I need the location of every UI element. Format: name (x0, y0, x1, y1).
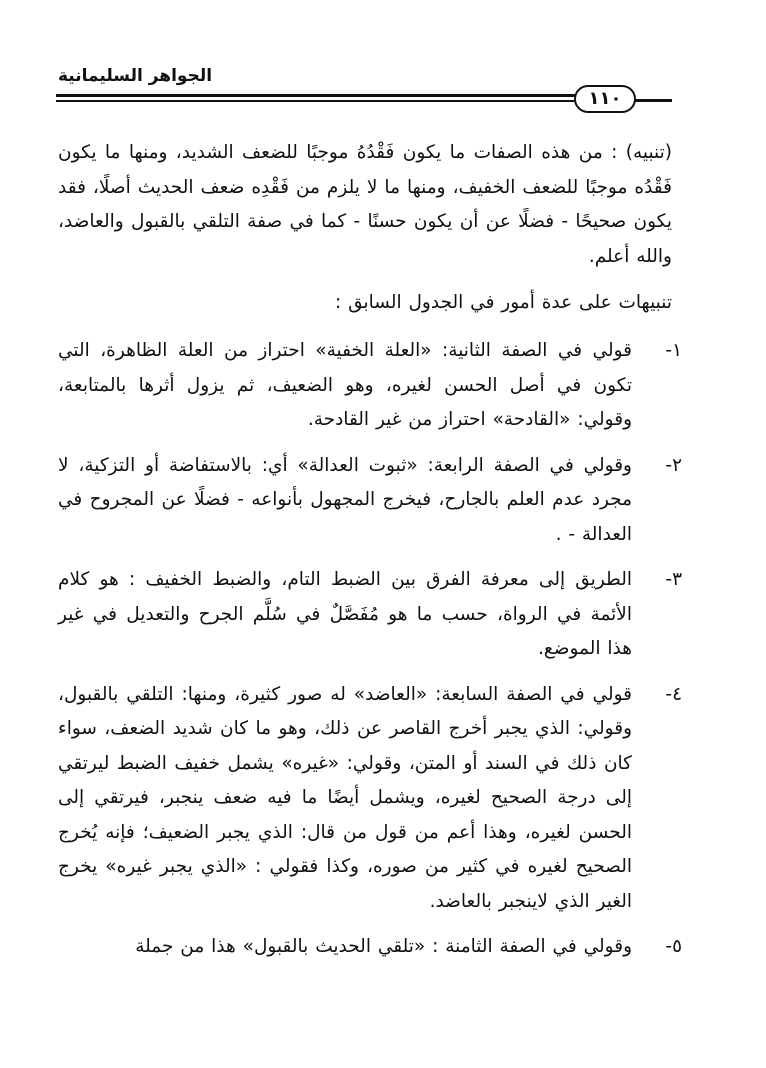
header-rule-thick (56, 94, 576, 97)
header-rule-thin (56, 100, 576, 102)
note-text: الطريق إلى معرفة الفرق بين الضبط التام، والضبط الخفيف : هو كلام الأئمة في الرواة، حسب ما هو مُفَصَّلٌ في سُلَّم الجرح والتعديل في غير هذا الموضع. (58, 569, 632, 659)
note-item-2 (58, 449, 682, 553)
note-item-1 (58, 334, 682, 438)
note-number: ١- (665, 340, 682, 361)
note-number: ٢- (665, 454, 682, 476)
header-rule-tail (634, 99, 672, 102)
notes-list (58, 334, 682, 976)
notes-heading: تنبيهات على عدة أمور في الجدول السابق : (334, 292, 672, 313)
note-text: قولي في الصفة السابعة: «العاضد» له صور كثيرة، ومنها: التلقي بالقبول، وقولي: الذي يجبر أخرج القاصر عن ذلك، وهو ما كان شديد الضعف، سواء كان ذلك في السند أو المتن، وقولي: «غيره» يشمل خفيف الضبط ليرتقي إلى درجة الصحيح لغيره، ويشمل أيضًا ما فيه ضعف ينجبر، فيرتقي إلى الحسن لغيره، وهذا أعم من قول من قال: الذي يجبر الضعيف؛ فإنه يُخرج الصحيح لغيره في كثير من صوره، وكذا فقولي : «الذي يجبر غيره» يخرج الغير الذي لاينجبر بالعاضد. (58, 683, 632, 912)
note-item-4 (58, 678, 682, 920)
note-item-3 (58, 563, 682, 667)
note-number: ٣- (665, 569, 682, 590)
note-text: وقولي في الصفة الثامنة : «تلقي الحديث بالقبول» هذا من جملة (135, 936, 632, 957)
intro-note: (تنبيه) : من هذه الصفات ما يكون فَقْدُهُ موجبًا للضعف الشديد، ومنها ما يكون فَقْدُه موجبًا للضعف الخفيف، ومنها ما لا يلزم من فَقْدِه ضعف الحديث أصلًا، فقد يكون صحيحًا - فضلًا عن أن يكون حسنًا - كما في صفة التلقي بالقبول والعاضد، والله أعلم. (58, 142, 672, 267)
note-item-5 (58, 930, 682, 965)
note-text: قولي في الصفة الثانية: «العلة الخفية» احتراز من العلة الظاهرة، التي تكون في أصل الحسن لغيره، وهو الضعيف، ثم يزول أثرها بالمتابعة، وقولي: «القادحة» احتراز من غير القادحة. (58, 340, 632, 430)
note-number: ٥- (665, 936, 682, 957)
note-text: وقولي في الصفة الرابعة: «ثبوت العدالة» أي: بالاستفاضة أو التزكية، لا مجرد عدم العلم بالجارح، فيخرج المجهول بأنواعه - فضلًا عن المجروح في العدالة - . (58, 454, 632, 545)
note-number: ٤- (665, 683, 682, 705)
running-title: الجواهر السليمانية (58, 66, 213, 86)
page-number-text: ١١٠ (588, 88, 622, 109)
page-number (574, 85, 636, 113)
